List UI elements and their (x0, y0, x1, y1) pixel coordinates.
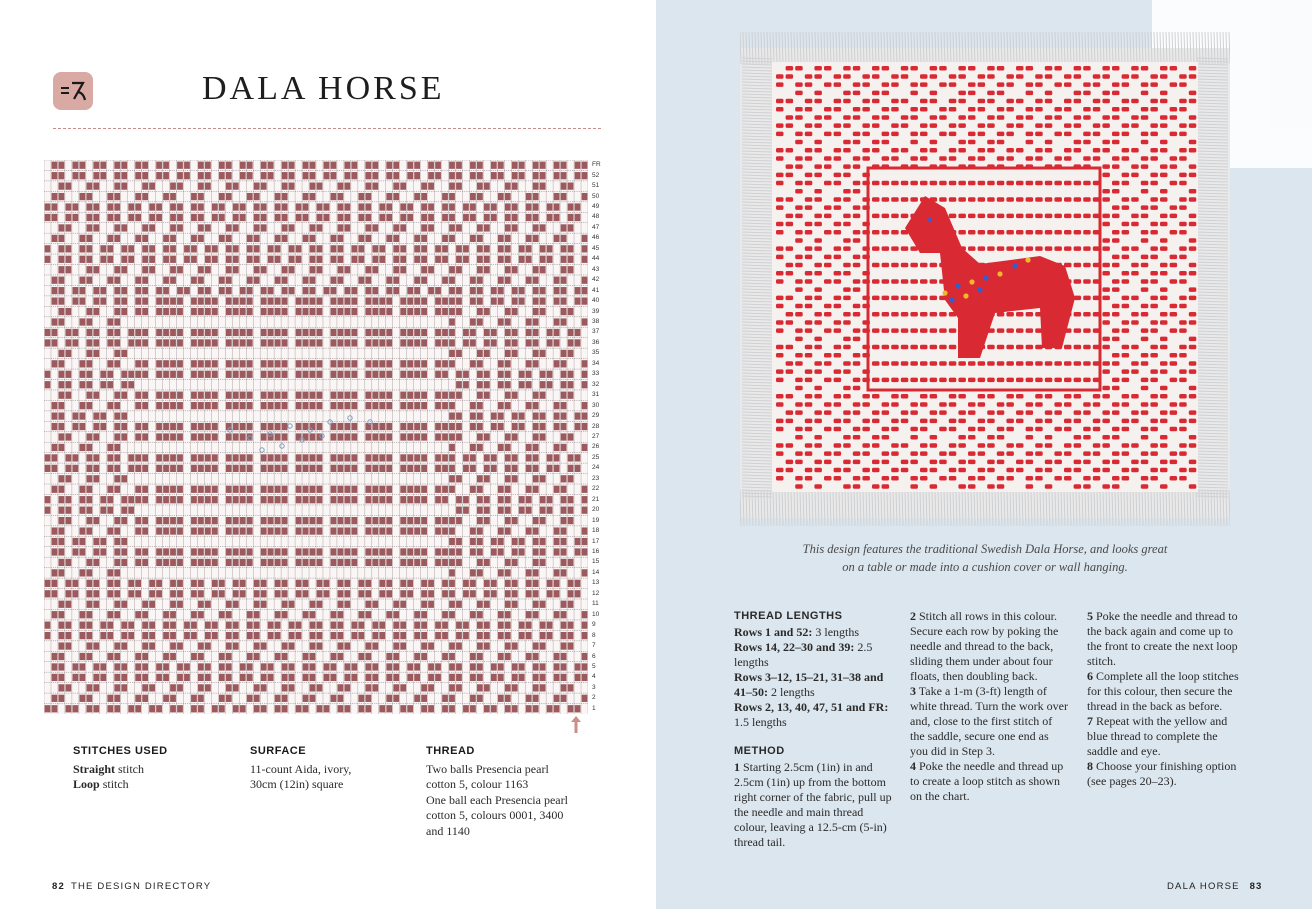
thread-length-entry: Rows 3–12, 15–21, 31–38 and 41–50: 2 lengths (734, 670, 884, 699)
chart-row-number: 13 (592, 579, 600, 587)
chart-row-number: 16 (592, 547, 600, 555)
footer-section: THE DESIGN DIRECTORY (70, 881, 212, 892)
chart-row-number: 37 (592, 328, 600, 336)
thread-section (426, 744, 626, 839)
instructions-column-2 (910, 609, 1068, 804)
method-step: 6 Complete all the loop stitches for this colour, then secure the thread in the back as before. (1087, 669, 1239, 713)
stitch-item: Loop stitch (73, 777, 129, 791)
photo-caption: This design features the traditional Swedish Dala Horse, and looks great on a table or made into a cushion cover or wall hanging. (802, 542, 1168, 574)
chart-row-number: 18 (592, 527, 600, 535)
chart-row-number: FR (592, 161, 601, 169)
thread-line: cotton 5, colour 1163 (426, 777, 529, 791)
chart-row-number: 5 (592, 662, 596, 670)
chart-row-number: 21 (592, 495, 600, 503)
start-arrow-icon (569, 714, 583, 734)
chart-row-number: 39 (592, 307, 600, 315)
chart-row-number: 34 (592, 359, 600, 367)
stitch-chart (44, 160, 588, 714)
chart-row-number: 1 (592, 704, 596, 712)
chart-row-number: 14 (592, 568, 600, 576)
page-number: 82 (52, 881, 65, 892)
chart-row-number: 26 (592, 443, 600, 451)
right-footer (1167, 881, 1263, 892)
chart-row-number: 20 (592, 506, 600, 514)
method-step: 7 Repeat with the yellow and blue thread to complete the saddle and eye. (1087, 714, 1228, 758)
chart-row-number: 29 (592, 412, 600, 420)
chart-row-number: 33 (592, 370, 600, 378)
thread-heading: THREAD (426, 745, 475, 757)
thread-line: One ball each Presencia pearl (426, 792, 568, 807)
chart-row-number: 40 (592, 297, 600, 305)
thread-length-entry: Rows 1 and 52: 3 lengths (734, 625, 860, 639)
stitches-used-section (73, 744, 233, 793)
chart-row-number: 11 (592, 600, 599, 608)
method-step: 3 Take a 1-m (3-ft) length of white thread. Turn the work over and, close to the first stitch of the saddle, secure one end as you did in Step 3. (910, 684, 1068, 758)
method-heading: METHOD (734, 745, 785, 757)
chart-row-number: 35 (592, 349, 600, 357)
chart-row-number: 8 (592, 631, 596, 639)
page-number: 83 (1249, 881, 1263, 892)
left-footer (52, 881, 211, 892)
chart-row-number: 30 (592, 401, 600, 409)
method-step: 4 Poke the needle and thread up to create a loop stitch as shown on the chart. (910, 759, 1064, 803)
surface-line: 11-count Aida, ivory, (250, 761, 352, 776)
chart-row-number: 31 (592, 391, 600, 399)
chart-row-number: 7 (592, 642, 596, 650)
chart-row-numbers (592, 160, 618, 714)
surface-heading: SURFACE (250, 745, 307, 757)
stitch-item: Straight stitch (73, 761, 144, 776)
chart-row-number: 6 (592, 652, 596, 660)
chart-row-number: 17 (592, 537, 600, 545)
chart-row-number: 44 (592, 255, 600, 263)
chart-row-number: 32 (592, 380, 600, 388)
chart-row-number: 4 (592, 673, 596, 681)
chart-row-number: 19 (592, 516, 600, 524)
page-title: DALA HORSE (202, 70, 445, 107)
chart-row-number: 38 (592, 318, 600, 326)
stitch-category-icon (53, 72, 93, 110)
chart-row-number: 27 (592, 433, 600, 440)
dala-horse-photo (740, 28, 1230, 528)
thread-length-entry: Rows 14, 22–30 and 39: 2.5 lengths (734, 640, 873, 669)
chart-row-number: 48 (592, 213, 600, 221)
surface-section (250, 744, 410, 793)
chart-row-number: 28 (592, 422, 600, 430)
thread-length-entry: Rows 2, 13, 40, 47, 51 and FR: 1.5 lengths (734, 700, 889, 729)
surface-line: 30cm (12in) square (250, 777, 344, 791)
chart-row-number: 50 (592, 192, 600, 200)
chart-row-number: 46 (592, 234, 600, 242)
chart-row-number: 49 (592, 203, 600, 211)
chart-row-number: 24 (592, 464, 600, 472)
chart-row-number: 45 (592, 244, 600, 252)
chart-row-number: 15 (592, 558, 600, 566)
method-step: 5 Poke the needle and thread to the back again and come up to the front to create the next loop stitch. (1087, 609, 1238, 668)
chart-row-number: 12 (592, 589, 600, 597)
chart-row-number: 23 (592, 474, 600, 482)
method-step: 2 Stitch all rows in this colour. Secure each row by poking the needle and thread to the back, sliding them under about four floats, then doubling back. (910, 609, 1059, 683)
title-divider (53, 128, 601, 129)
chart-row-number: 42 (592, 276, 600, 284)
chart-row-number: 22 (592, 485, 600, 493)
footer-section: DALA HORSE (1167, 881, 1240, 892)
method-step: 1 Starting 2.5cm (1in) in and 2.5cm (1in) up from the bottom right corner of the fabric, pull up the needle and main thread colour, leaving a 12.5-cm (5-in) thread tail. (734, 760, 892, 849)
chart-row-number: 3 (592, 683, 596, 691)
chart-row-number: 25 (592, 453, 600, 461)
chart-row-number: 10 (592, 610, 600, 618)
instructions-column-3 (1087, 609, 1247, 789)
chart-row-number: 52 (592, 171, 600, 179)
chart-row-number: 51 (592, 182, 600, 190)
thread-line: and 1140 (426, 823, 470, 838)
instructions-column-1 (734, 609, 894, 850)
chart-row-number: 43 (592, 265, 600, 273)
stitches-heading: STITCHES USED (73, 745, 168, 757)
method-step: 8 Choose your finishing option (see pages 20–23). (1087, 759, 1237, 788)
chart-row-number: 36 (592, 338, 600, 346)
thread-line: Two balls Presencia pearl (426, 761, 549, 776)
chart-row-number: 47 (592, 223, 600, 231)
thread-lengths-heading: THREAD LENGTHS (734, 610, 843, 622)
chart-row-number: 9 (592, 621, 596, 629)
chart-row-number: 2 (592, 694, 596, 702)
chart-row-number: 41 (592, 286, 600, 294)
thread-line: cotton 5, colours 0001, 3400 (426, 808, 564, 822)
